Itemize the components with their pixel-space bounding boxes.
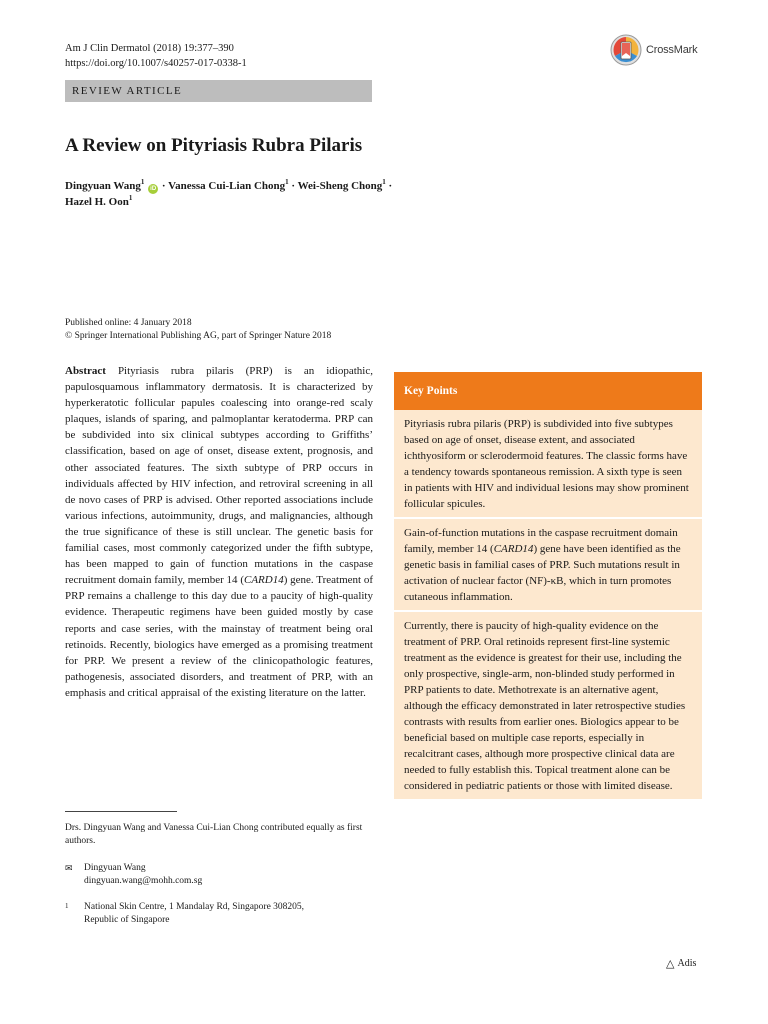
author-separator: · — [159, 180, 169, 192]
affiliation-marker: 1 — [140, 178, 145, 186]
copyright-notice: © Springer International Publishing AG, part of Springer Nature 2018 — [65, 331, 332, 341]
abstract-label: Abstract — [65, 365, 106, 377]
author-separator: · — [288, 180, 298, 192]
publisher-name: Adis — [677, 958, 697, 969]
affiliation-marker: 1 — [128, 194, 133, 202]
author-name[interactable]: Dingyuan Wang — [65, 180, 141, 192]
doi-link[interactable]: https://doi.org/10.1007/s40257-017-0338-1 — [65, 58, 247, 69]
article-type-banner: REVIEW ARTICLE — [65, 80, 372, 102]
correspondence-email[interactable]: dingyuan.wang@mohh.com.sg — [84, 876, 203, 886]
affiliation-country: Republic of Singapore — [84, 915, 170, 925]
published-date: Published online: 4 January 2018 — [65, 318, 192, 328]
affiliation-marker: 1 — [382, 178, 386, 186]
gene-name: CARD14 — [244, 574, 284, 587]
author-name[interactable]: Hazel H. Oon — [65, 196, 129, 208]
abstract — [65, 363, 373, 701]
key-points-box — [394, 372, 702, 799]
journal-citation: Am J Clin Dermatol (2018) 19:377–390 — [65, 43, 234, 54]
key-points-header: Key Points — [394, 372, 702, 410]
abstract-text: Pityriasis rubra pilaris (PRP) is an idiopathic, papulosquamous inflammatory dermatosis. It is characterized by hyperkeratotic follicular papules coalescing into orange-red scaly plaques, islands of sparing, and palmoplantar keratoderma. PRP can be subdivided into six clinical subtypes according to Griffiths’ classification, based on age of onset, disease extent, prognosis, and other associated features. The sixth subtype of PRP occurs in individuals affected by HIV infection, and retroviral screening in all de novo cases of PRP is advised. Other reported associations include various infections, autoimmunity, drugs, and malignancies, although the true significance of these is still unclear. The genetic basis for familial cases, most commonly categorized under the fifth subtype, has been mapped to gain of function mutations in the caspase recruitment domain family, member 14 ( — [65, 365, 373, 587]
abstract-text: ) gene. Treatment of PRP remains a challenge to this day due to a paucity of high-quality evidence. Therapeutic regimens have been guided mostly by case reports and case series, with the mainstay of treatment being oral retinoids. Recently, biologics have emerged as a promising treatment for PRP. We present a review of the clinicopathologic features, pathogenesis, associated disorders, and treatment of PRP, with an emphasis and critical appraisal of the existing literature on the latter. — [65, 574, 373, 699]
author-separator: · — [385, 180, 393, 192]
correspondence — [65, 862, 202, 888]
equal-contribution-note: Drs. Dingyuan Wang and Vanessa Cui-Lian Chong contributed equally as first authors. — [65, 823, 363, 846]
affiliation-marker: 1 — [285, 178, 289, 186]
crossmark-icon — [610, 34, 642, 66]
article-title: A Review on Pityriasis Rubra Pilaris — [65, 135, 363, 156]
orcid-icon[interactable]: iD — [150, 186, 157, 192]
affiliation-number: 1 — [65, 902, 69, 910]
publication-info — [65, 317, 331, 343]
envelope-icon: ✉ — [65, 863, 73, 873]
correspondence-name: Dingyuan Wang — [84, 863, 146, 873]
crossmark-label: CrossMark — [646, 44, 698, 56]
author-name[interactable]: Vanessa Cui-Lian Chong — [168, 180, 286, 192]
key-point-text: Gain-of-function mutations in the caspase recruitment domain family, member 14 ( — [404, 527, 678, 555]
key-point-item: Pityriasis rubra pilaris (PRP) is subdivided into five subtypes based on age of onset, disease extent, and associated ichthyosiform or sclerodermoid features. The classic forms have a tendency towards spontaneous remission. A sixth type is seen in patients with HIV and individual lesions may show prominent follicular spicules. — [394, 410, 702, 519]
footnote-divider — [65, 811, 177, 812]
journal-reference — [65, 41, 247, 71]
gene-name: CARD14 — [493, 543, 534, 555]
key-point-text: ) gene have been identified as the genetic basis in familial cases of PRP. Such mutations result in activation of nuclear factor (NF)-κB, which in turn promotes cutaneous inflammation. — [404, 543, 681, 603]
author-name[interactable]: Wei-Sheng Chong — [297, 180, 383, 192]
crossmark-badge[interactable] — [610, 32, 720, 68]
author-list — [65, 178, 545, 210]
key-point-item: Currently, there is paucity of high-quality evidence on the treatment of PRP. Oral retinoids represent first-line systemic treatment as the evidence is greatest for their use, including the only prospective, single-arm, non-blinded study performed in PRP patients to date. Methotrexate is an alternative agent, although the efficacy demonstrated in later retrospective studies contrasts with results from earlier ones. Biologics appear to be beneficial based on multiple case reports, especially in recalcitrant cases, although more prospective clinical data are needed to fully establish this. Topical treatment alone can be considered in pediatric patients or those with limited disease. — [394, 612, 702, 799]
adis-triangle-icon: △ — [666, 957, 675, 970]
affiliation-address: National Skin Centre, 1 Mandalay Rd, Singapore 308205, — [84, 902, 305, 912]
publisher-logo — [666, 957, 696, 970]
affiliation — [65, 901, 304, 927]
key-point-item — [394, 519, 702, 612]
